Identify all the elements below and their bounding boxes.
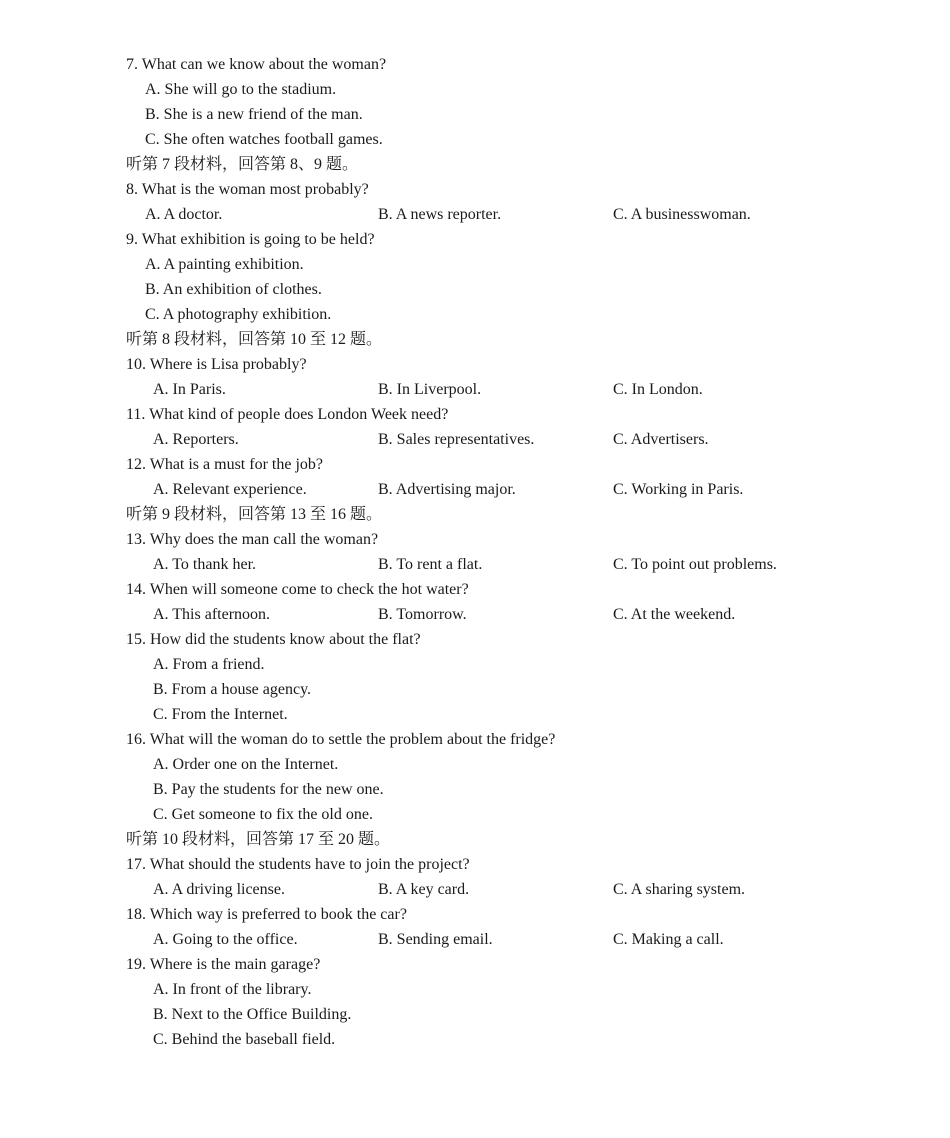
question-9-option-b: B. An exhibition of clothes. (145, 281, 322, 298)
question-19-option-c: C. Behind the baseball field. (153, 1031, 336, 1048)
question-12-option-c: C. Working in Paris. (613, 481, 744, 498)
question-8-options (0, 202, 950, 227)
question-11-option-a: A. Reporters. (153, 431, 239, 448)
question-9-option-c: C. A photography exhibition. (145, 306, 332, 323)
question-11-stem: 11. What kind of people does London Week need? (126, 406, 449, 423)
question-9-option-a: A. A painting exhibition. (145, 256, 304, 273)
question-13-options (0, 552, 950, 577)
question-16-option-c: C. Get someone to fix the old one. (153, 806, 373, 823)
question-17-option-b: B. A key card. (378, 881, 470, 898)
question-7-stem: 7. What can we know about the woman? (126, 56, 387, 73)
question-11-option-c: C. Advertisers. (613, 431, 709, 448)
question-14-stem: 14. When will someone come to check the hot water? (126, 581, 469, 598)
question-16-stem: 16. What will the woman do to settle the problem about the fridge? (126, 731, 556, 748)
question-19-stem: 19. Where is the main garage? (126, 956, 321, 973)
question-16-option-b: B. Pay the students for the new one. (153, 781, 384, 798)
question-16-option-a: A. Order one on the Internet. (153, 756, 339, 773)
question-10-option-b: B. In Liverpool. (378, 381, 482, 398)
question-10-option-c: C. In London. (613, 381, 703, 398)
question-12-option-b: B. Advertising major. (378, 481, 516, 498)
question-18-option-c: C. Making a call. (613, 931, 724, 948)
question-18-options (0, 927, 950, 952)
question-15-option-a: A. From a friend. (153, 656, 265, 673)
section-9-instruction: 听第 9 段材料，回答第 13 至 16 题。 (126, 506, 383, 523)
question-18-option-a: A. Going to the office. (153, 931, 298, 948)
question-19-option-a: A. In front of the library. (153, 981, 312, 998)
question-17-option-a: A. A driving license. (153, 881, 285, 898)
question-8-option-c: C. A businesswoman. (613, 206, 751, 223)
question-19-option-b: B. Next to the Office Building. (153, 1006, 352, 1023)
question-8-option-a: A. A doctor. (145, 206, 223, 223)
question-9-stem: 9. What exhibition is going to be held? (126, 231, 375, 248)
question-10-stem: 10. Where is Lisa probably? (126, 356, 307, 373)
question-13-option-c: C. To point out problems. (613, 556, 777, 573)
question-13-option-a: A. To thank her. (153, 556, 257, 573)
section-8-instruction: 听第 8 段材料，回答第 10 至 12 题。 (126, 331, 383, 348)
question-15-stem: 15. How did the students know about the flat? (126, 631, 421, 648)
question-18-option-b: B. Sending email. (378, 931, 493, 948)
question-8-stem: 8. What is the woman most probably? (126, 181, 369, 198)
question-12-stem: 12. What is a must for the job? (126, 456, 323, 473)
exam-page (0, 52, 950, 1052)
question-17-stem: 17. What should the students have to join the project? (126, 856, 470, 873)
question-11-options (0, 427, 950, 452)
section-10-instruction: 听第 10 段材料，回答第 17 至 20 题。 (126, 831, 391, 848)
question-13-option-b: B. To rent a flat. (378, 556, 483, 573)
question-14-option-c: C. At the weekend. (613, 606, 736, 623)
question-18-stem: 18. Which way is preferred to book the car? (126, 906, 407, 923)
question-14-option-a: A. This afternoon. (153, 606, 271, 623)
question-12-options (0, 477, 950, 502)
question-12-option-a: A. Relevant experience. (153, 481, 307, 498)
question-14-options (0, 602, 950, 627)
question-15-option-b: B. From a house agency. (153, 681, 312, 698)
question-7-option-b: B. She is a new friend of the man. (145, 106, 363, 123)
question-13-stem: 13. Why does the man call the woman? (126, 531, 379, 548)
question-17-options (0, 877, 950, 902)
question-17-option-c: C. A sharing system. (613, 881, 746, 898)
question-14-option-b: B. Tomorrow. (378, 606, 467, 623)
question-15-option-c: C. From the Internet. (153, 706, 288, 723)
question-7-option-c: C. She often watches football games. (145, 131, 383, 148)
question-10-options (0, 377, 950, 402)
question-10-option-a: A. In Paris. (153, 381, 226, 398)
question-8-option-b: B. A news reporter. (378, 206, 502, 223)
section-7-instruction: 听第 7 段材料，回答第 8、9 题。 (126, 156, 359, 173)
question-7-option-a: A. She will go to the stadium. (145, 81, 337, 98)
question-11-option-b: B. Sales representatives. (378, 431, 535, 448)
